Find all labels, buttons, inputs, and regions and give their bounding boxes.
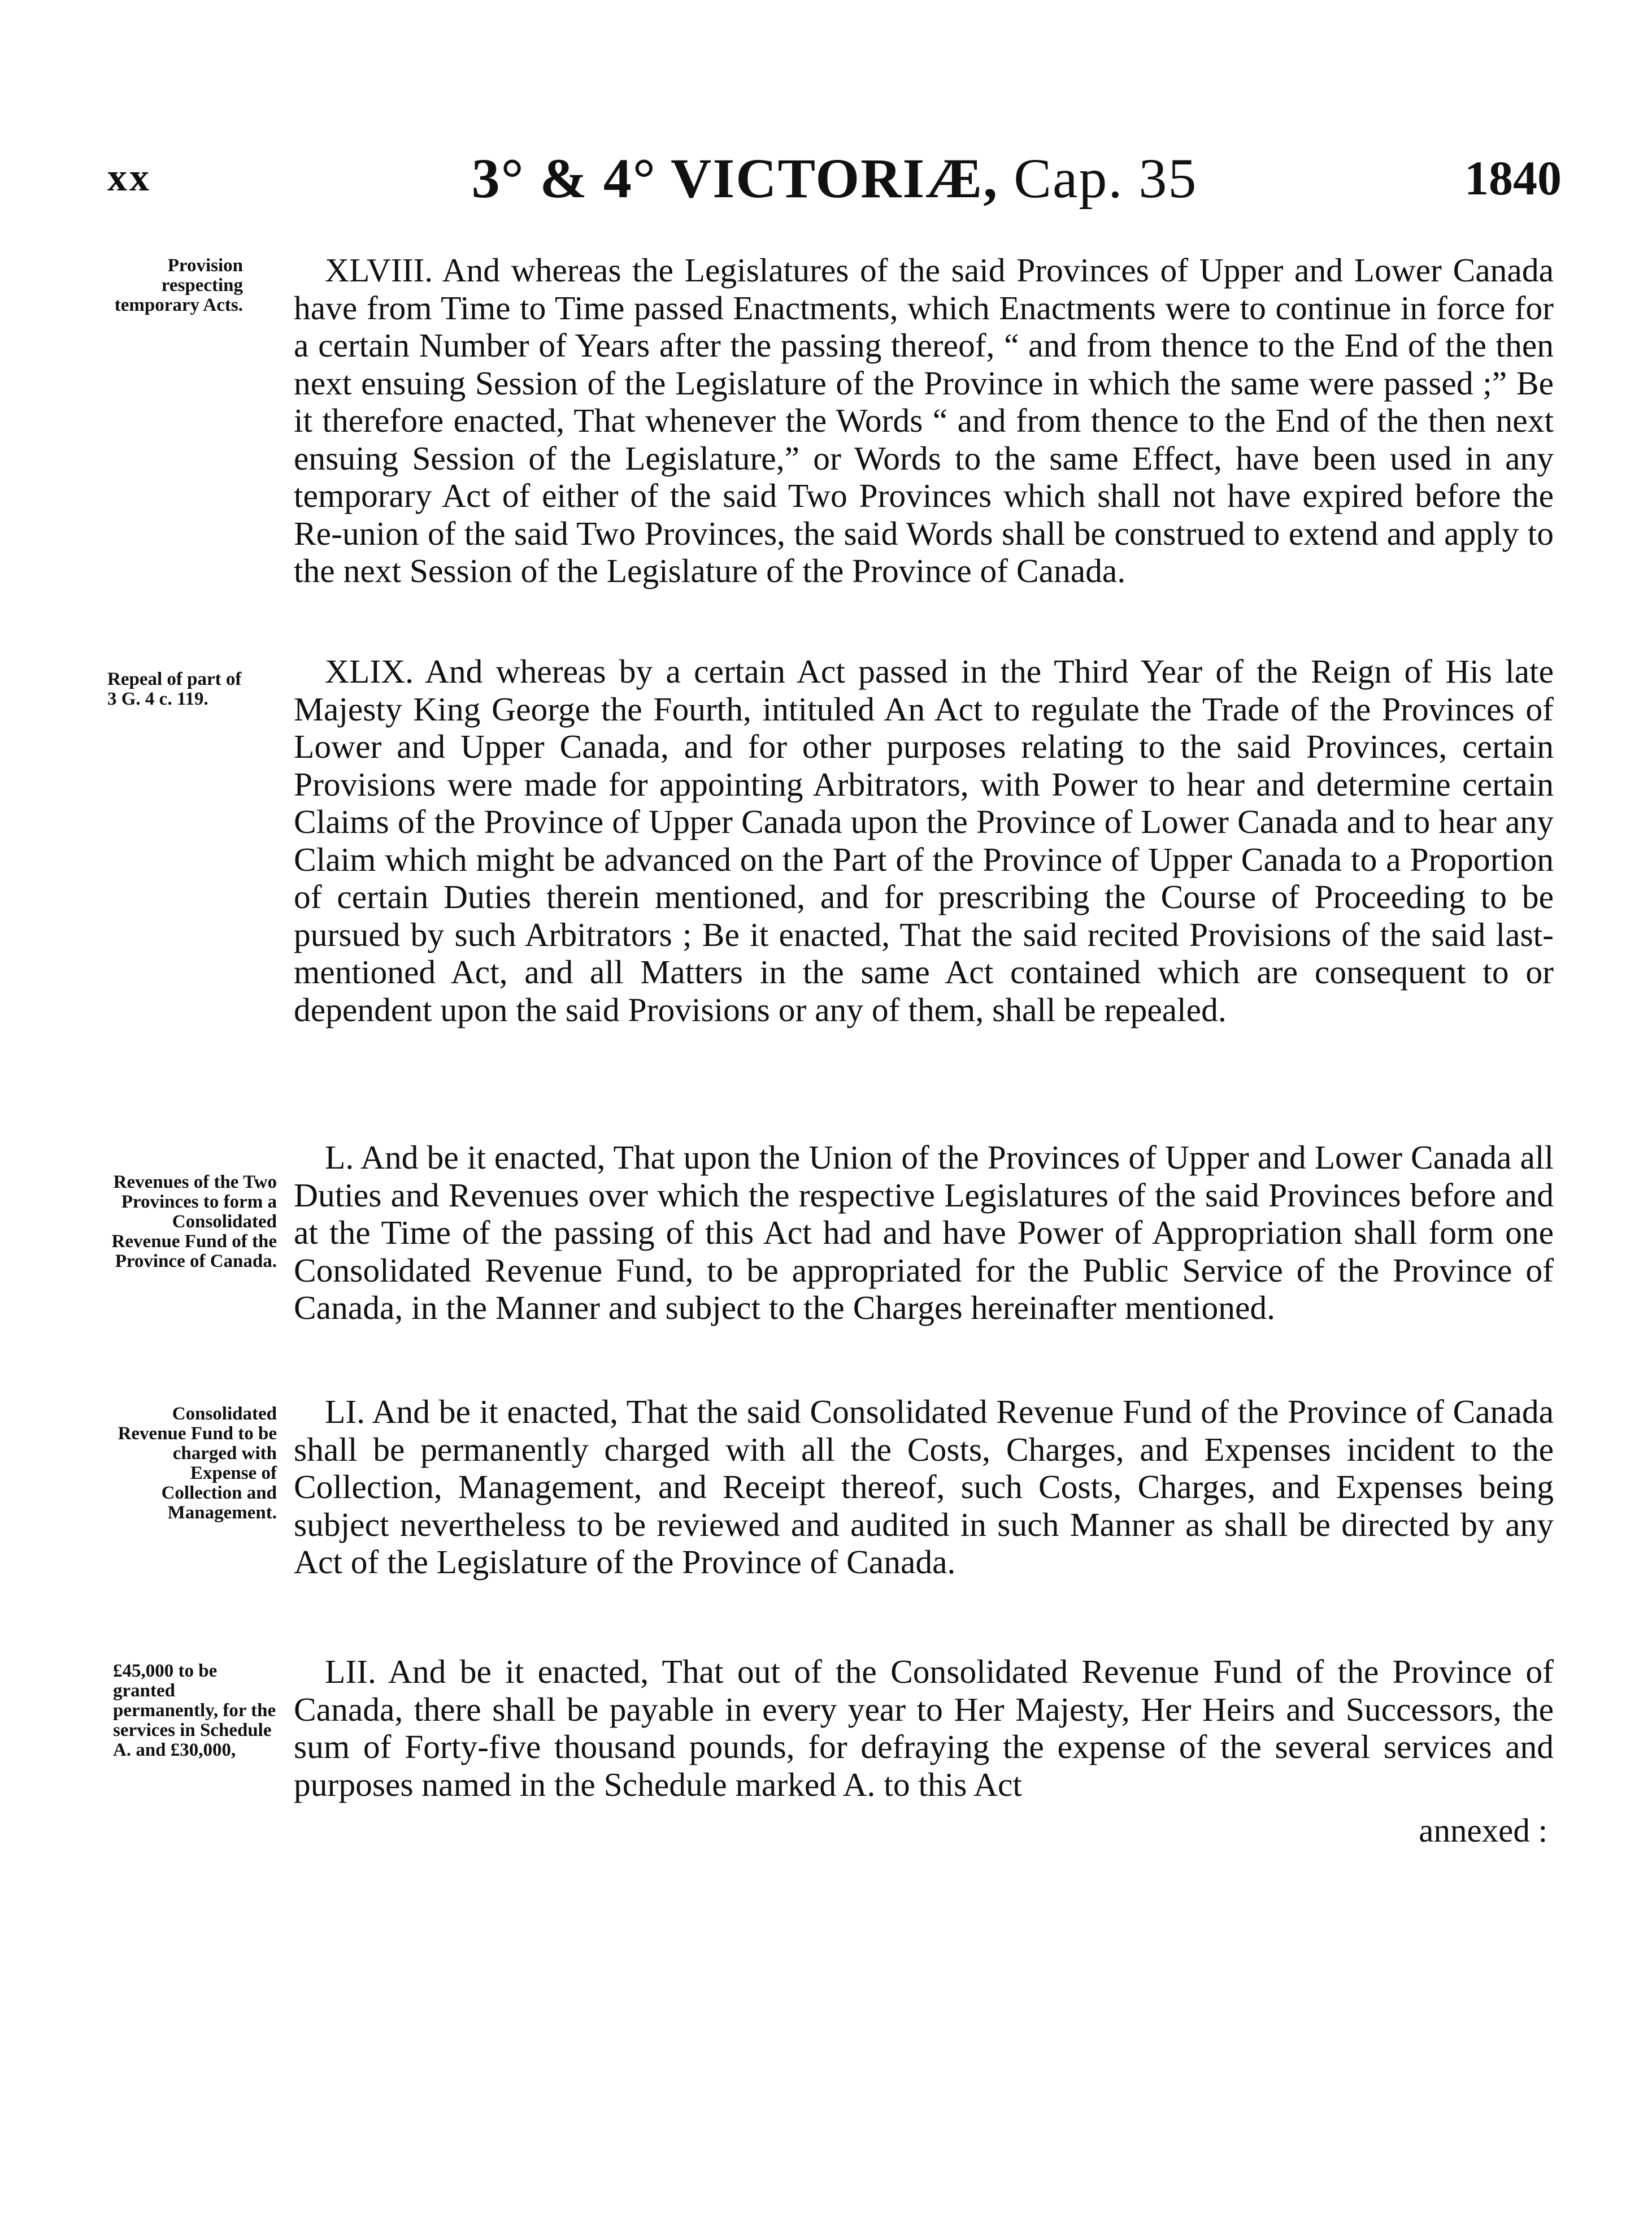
page-folio: xx [107,156,151,199]
section-text: And whereas the Legislatures of the said Provinces of Upper and Lower Canada have from Time to Time passed Enactments, which Enactments were to continue in force for a certain Number of Years after the passing thereof, “ and from thence to the End of the then next ensuing Session of the Legislature of the Province in which the same were passed ;” Be it therefore enacted, That whenever the Words “ and from thence to the End of the then next ensuing Session of the Legislature,” or Words to the same Effect, have been used in any temporary Act of either of the said Two Provinces which shall not have expired before the Re-union of the said Two Provinces, the said Words shall be construed to extend and apply to the next Session of the Legislature of the Province of Canada. [294,251,1554,589]
running-title [254,146,1415,211]
section-body [294,251,1554,590]
section-number: LI. [325,1393,366,1430]
catchword: annexed : [1419,1812,1547,1849]
margin-note: Revenues of the Two Provinces to form a Consolidated Revenue Fund of the Province of Canada. [111,1172,277,1271]
section-number: XLVIII. [325,251,433,289]
running-title-main: 3° & 4° VICTORIÆ, [471,146,999,210]
section-text: And be it enacted, That the said Consolidated Revenue Fund of the Province of Canada shall be permanently charged with all the Costs, Charges, and Expenses incident to the Collection, Management, and Receipt thereof, such Costs, Charges, and Expenses being subject nevertheless to be reviewed and audited in such Manner as shall be directed by any Act of the Legislature of the Province of Canada. [294,1393,1554,1581]
section-text: And whereas by a certain Act passed in the Third Year of the Reign of His late Majesty King George the Fourth, intituled An Act to regulate the Trade of the Provinces of Lower and Upper Canada, and for other purposes relating to the said Provinces, certain Provisions were made for appointing Arbitrators, with Power to hear and determine certain Claims of the Province of Upper Canada upon the Province of Lower Canada and to hear any Claim which might be advanced on the Part of the Province of Upper Canada to a Proportion of certain Duties therein mentioned, and for prescribing the Course of Proceeding to be pursued by such Arbitrators ; Be it enacted, That the said recited Provisions of the said last-mentioned Act, and all Matters in the same Act contained which are consequent to or dependent upon the said Provisions or any of them, shall be repealed. [294,653,1554,1028]
running-title-chapter: Cap. 35 [1014,146,1198,210]
section-text: And be it enacted, That upon the Union of the Provinces of Upper and Lower Canada all Duties and Revenues over which the respective Legislatures of the said Provinces before and at the Time of the passing of this Act had and have Power of Appropriation shall form one Consolidated Revenue Fund, to be appropriated for the Public Service of the Province of Canada, in the Manner and subject to the Charges hereinafter mentioned. [294,1139,1554,1326]
section-text: And be it enacted, That out of the Consolidated Revenue Fund of the Province of Canada, there shall be payable in every year to Her Majesty, Her Heirs and Successors, the sum of Forty-five thousand pounds, for defraying the expense of the several services and purposes named in the Schedule marked A. to this Act [294,1653,1554,1803]
section-number: XLIX. [325,653,414,690]
section-body [294,1653,1554,1803]
margin-note: Repeal of part of 3 G. 4 c. 119. [107,669,242,709]
section-number: LII. [325,1653,376,1690]
section-body [294,1139,1554,1327]
margin-note: £45,000 to be granted permanently, for the services in Schedule A. and £30,000, [113,1661,276,1760]
section-body [294,653,1554,1028]
section-body [294,1393,1554,1581]
page-year: 1840 [1464,151,1562,205]
margin-note: Consolidated Revenue Fund to be charged with Expense of Collection and Management. [118,1404,277,1523]
page-header [107,144,1562,212]
margin-note: Provision respecting temporary Acts. [114,255,243,315]
section-number: L. [325,1139,354,1176]
